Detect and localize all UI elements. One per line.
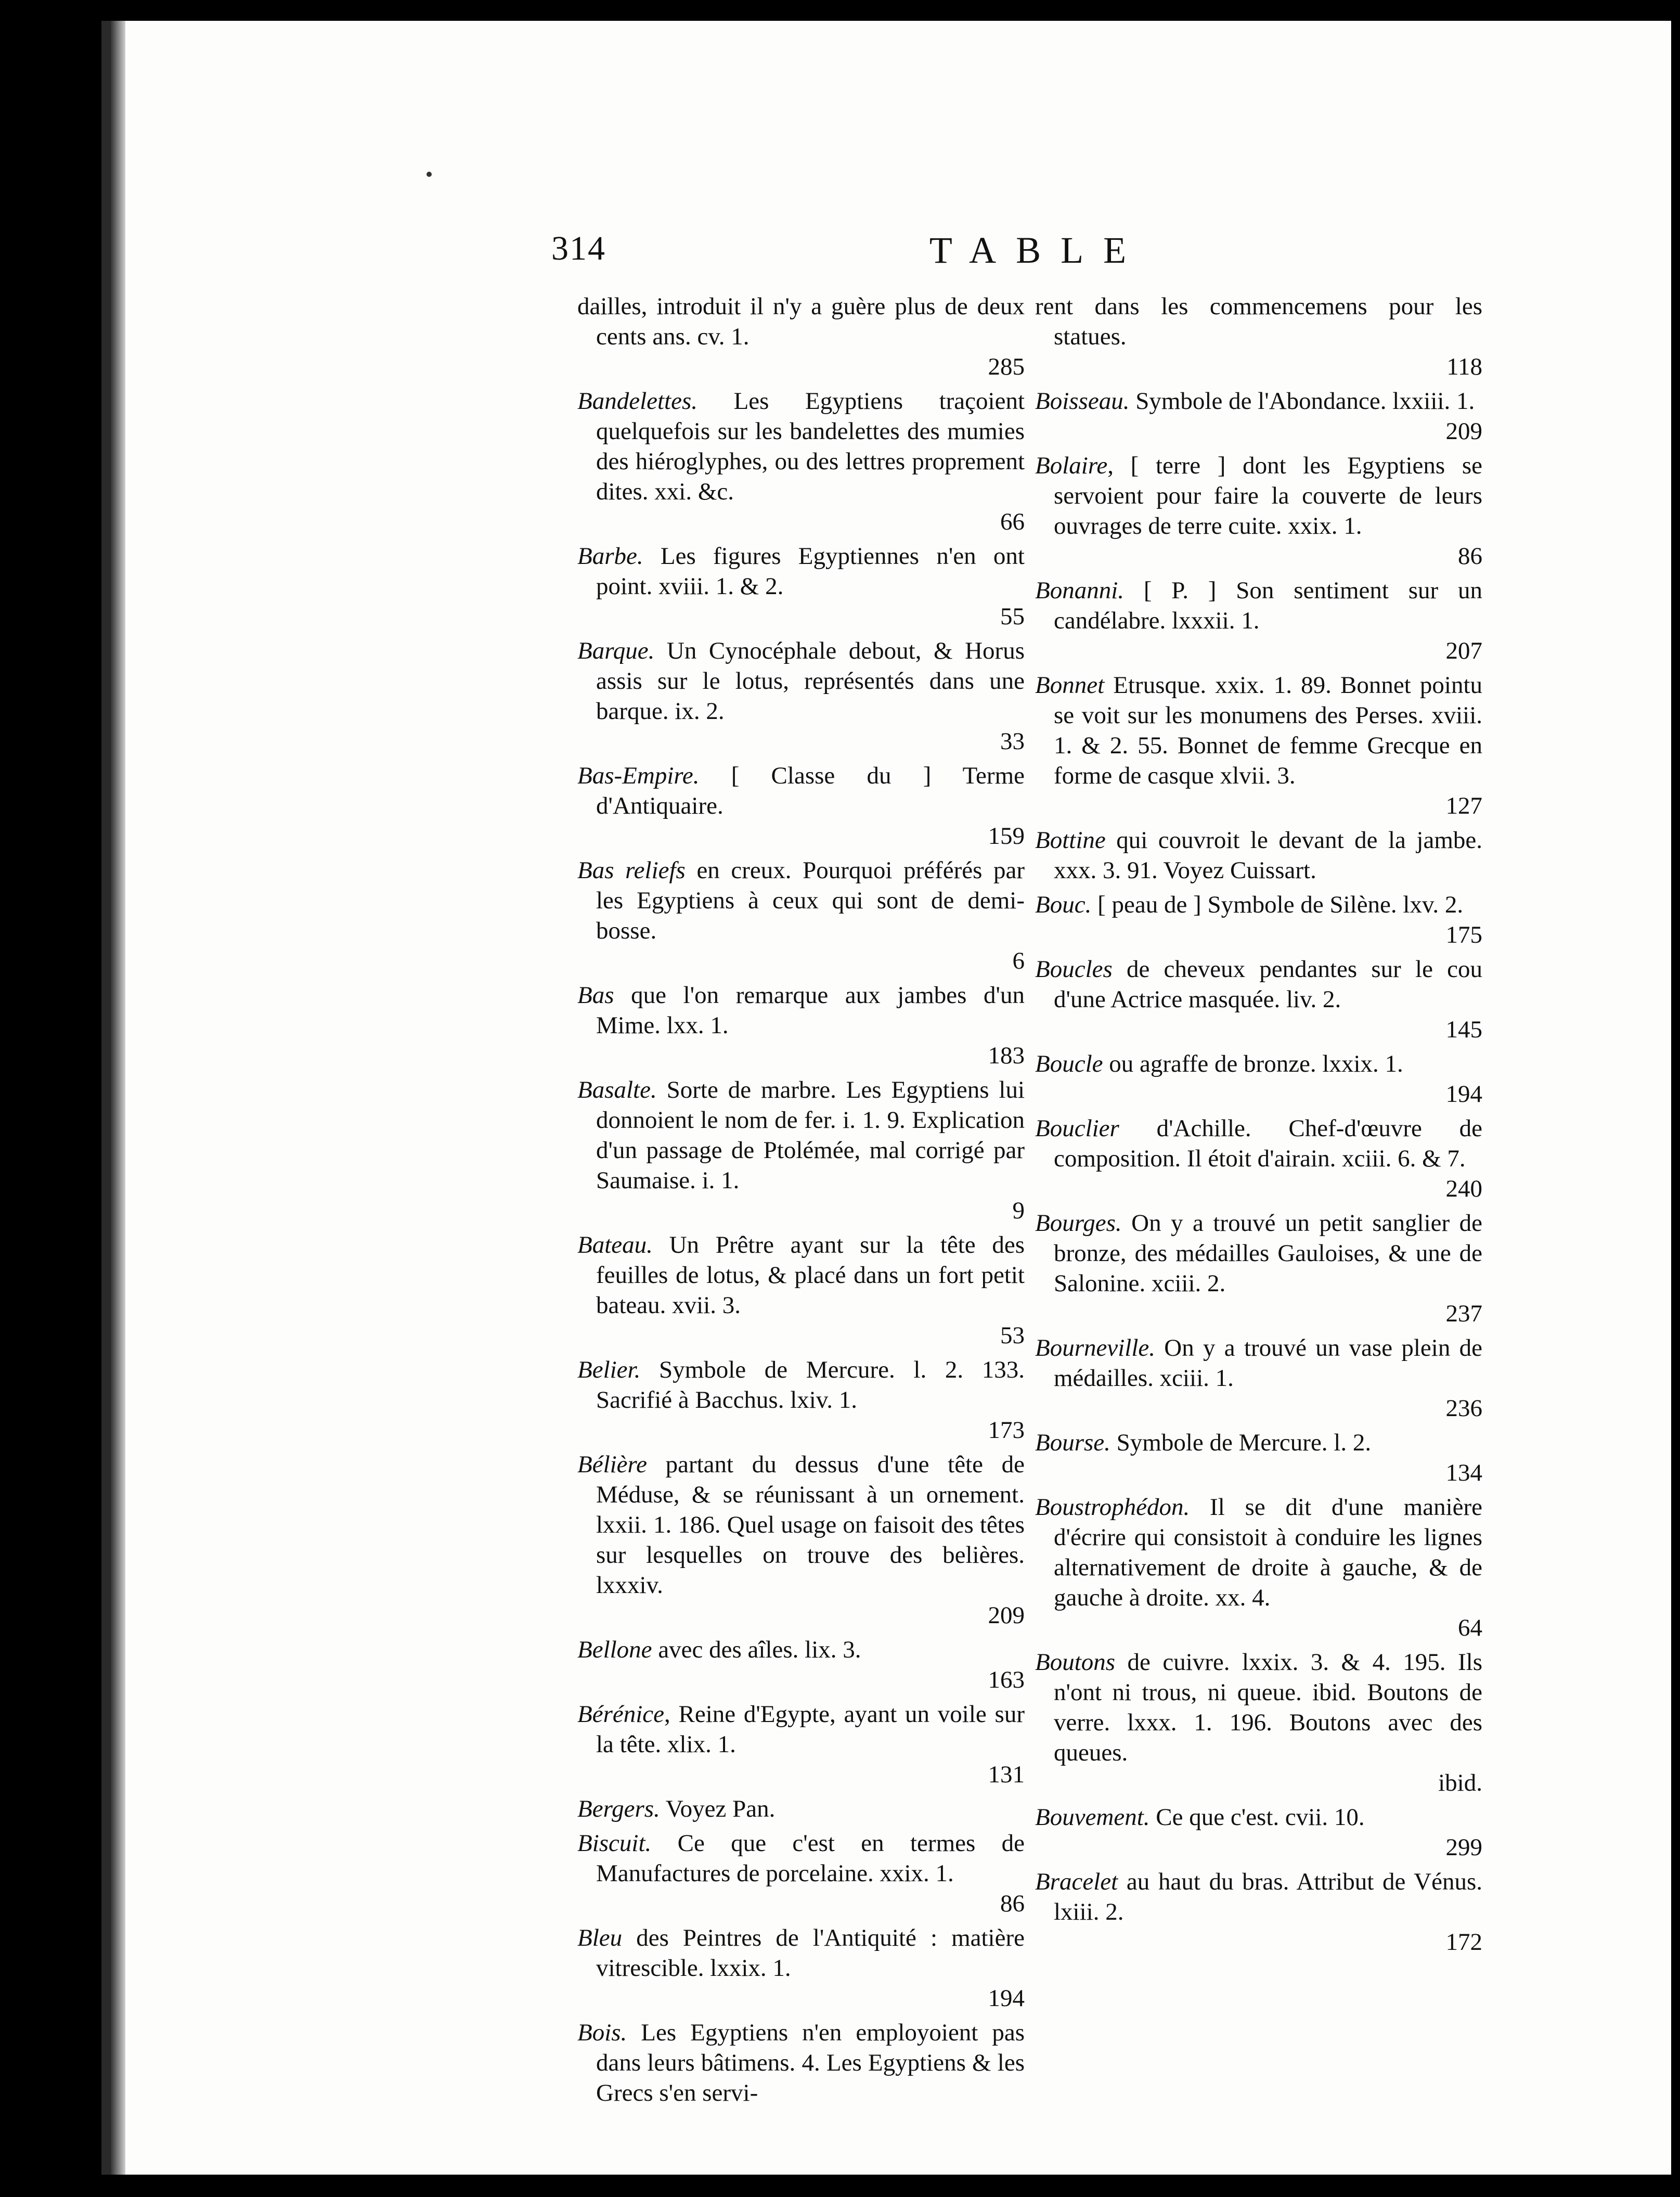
index-entry bbox=[577, 386, 1025, 537]
entry-headword: Bouclier bbox=[1035, 1115, 1119, 1142]
entry-page-reference: 173 bbox=[988, 1417, 1025, 1444]
entry-headword: Bouc. bbox=[1035, 891, 1092, 918]
entry-text: Symbole de l'Abondance. lxxiii. 1. bbox=[1129, 388, 1475, 415]
index-entry bbox=[577, 1449, 1025, 1630]
page-header bbox=[551, 229, 1477, 276]
entry-page-reference: 64 bbox=[1458, 1614, 1482, 1641]
index-entry bbox=[1035, 1428, 1482, 1488]
index-entry bbox=[1035, 1492, 1482, 1643]
entry-text: Les Egyptiens traçoient quelquefois sur les bandelettes des mumies des hiéroglyphes, ou des lettres proprement dites. xxi. &c. bbox=[596, 388, 1025, 505]
entry-page-reference: 118 bbox=[1446, 353, 1482, 380]
entry-text: que l'on remarque aux jambes d'un Mime. lxx. 1. bbox=[596, 982, 1025, 1039]
index-entry bbox=[577, 1230, 1025, 1351]
entry-headword: Boucles bbox=[1035, 956, 1113, 983]
entry-page-reference: 9 bbox=[1012, 1197, 1025, 1224]
entry-headword: Boustrophédon. bbox=[1035, 1494, 1190, 1521]
entry-headword: Bourse. bbox=[1035, 1429, 1110, 1456]
entry-text: Les figures Egyptiennes n'en ont point. xviii. 1. & 2. bbox=[596, 543, 1025, 600]
entry-headword: Bleu bbox=[577, 1924, 623, 1951]
index-entry bbox=[577, 1355, 1025, 1445]
entry-headword: Boucle bbox=[1035, 1050, 1103, 1077]
entry-headword: Bottine bbox=[1035, 827, 1106, 854]
entry-headword: Bas-Empire. bbox=[577, 762, 700, 789]
entry-page-reference: 145 bbox=[1445, 1016, 1482, 1043]
entry-page-reference: 6 bbox=[1012, 947, 1025, 974]
entry-headword: Barque. bbox=[577, 637, 655, 664]
entry-text: Un Prêtre ayant sur la tête des feuilles de lotus, & placé dans un fort petit bateau. xvii. 3. bbox=[596, 1231, 1025, 1319]
entry-text: des Peintres de l'Antiquité : matière vitrescible. lxxix. 1. bbox=[596, 1924, 1025, 1982]
entry-text: rent dans les commencemens pour les statues. bbox=[1035, 293, 1482, 350]
index-entry bbox=[577, 636, 1025, 756]
entry-text: [ P. ] Son sentiment sur un candélabre. lxxxii. 1. bbox=[1054, 577, 1482, 634]
entry-text: Ce que c'est en termes de Manufactures de porcelaine. xxix. 1. bbox=[596, 1830, 1025, 1887]
entry-text: Un Cynocéphale debout, & Horus assis sur le lotus, représentés dans une barque. ix. 2. bbox=[596, 637, 1025, 725]
entry-text: Voyez Pan. bbox=[660, 1795, 776, 1822]
entry-headword: Bois. bbox=[577, 2019, 627, 2046]
index-entry bbox=[577, 980, 1025, 1071]
entry-text: [ peau de ] Symbole de Silène. lxv. 2. bbox=[1091, 891, 1464, 918]
entry-page-reference: 237 bbox=[1445, 1300, 1482, 1327]
entry-text: Il se dit d'une manière d'écrire qui consistoit à conduire les lignes alternativement de droite à gauche, & de gauche à droite. xx. 4. bbox=[1054, 1494, 1482, 1611]
entry-headword: Bracelet bbox=[1035, 1868, 1118, 1895]
entry-page-reference: 134 bbox=[1445, 1459, 1482, 1486]
entry-text: Etrusque. xxix. 1. 89. Bonnet pointu se voit sur les monumens des Perses. xviii. 1. & 2. 55. Bonnet de femme Grecque en forme de casque xlvii. 3. bbox=[1054, 672, 1482, 789]
entry-page-reference: 299 bbox=[1445, 1834, 1482, 1861]
entry-page-reference: 183 bbox=[988, 1042, 1025, 1069]
entry-page-reference: 55 bbox=[1000, 603, 1025, 630]
entry-page-reference: 207 bbox=[1445, 637, 1482, 664]
entry-text: On y a trouvé un petit sanglier de bronze, des médailles Gauloises, & une de Salonine. xciii. 2. bbox=[1054, 1210, 1482, 1297]
entry-page-reference: 194 bbox=[1445, 1081, 1482, 1108]
index-entry bbox=[1035, 670, 1482, 821]
entry-page-reference: 209 bbox=[1445, 418, 1482, 445]
entry-headword: Bourges. bbox=[1035, 1210, 1122, 1237]
entry-headword: Boisseau. bbox=[1035, 388, 1130, 415]
entry-headword: Basalte. bbox=[577, 1076, 657, 1103]
index-entry bbox=[1035, 1333, 1482, 1423]
index-column-right bbox=[1035, 291, 1482, 1961]
index-entry bbox=[577, 761, 1025, 851]
entry-page-reference: 285 bbox=[988, 353, 1025, 380]
index-entry bbox=[577, 1923, 1025, 2013]
entry-text: de cuivre. lxxix. 3. & 4. 195. Ils n'ont ni trous, ni queue. ibid. Boutons de verre. lxxx. 1. 196. Boutons avec des queues. bbox=[1054, 1649, 1482, 1766]
entry-headword: Boutons bbox=[1035, 1649, 1116, 1676]
index-entry bbox=[1035, 1208, 1482, 1329]
entry-headword: Bérénice bbox=[577, 1701, 665, 1728]
index-entry bbox=[577, 1075, 1025, 1226]
index-entry bbox=[1035, 1113, 1482, 1204]
entry-text: , Reine d'Egypte, ayant un voile sur la tête. xlix. 1. bbox=[596, 1701, 1025, 1758]
entry-text: avec des aîles. lix. 3. bbox=[652, 1636, 861, 1663]
entry-text: d'Achille. Chef-d'œuvre de composition. Il étoit d'airain. xciii. 6. & 7. bbox=[1054, 1115, 1482, 1172]
entry-page-reference: 53 bbox=[1000, 1322, 1025, 1349]
entry-headword: Bélière bbox=[577, 1451, 647, 1478]
entry-text: partant du dessus d'une tête de Méduse, & se réunissant à un ornement. lxxii. 1. 186. Quel usage on faisoit des têtes sur lesquelles on trouve des belières. lxxxiv. bbox=[596, 1451, 1025, 1599]
index-entry bbox=[1035, 1802, 1482, 1862]
index-entry bbox=[1035, 291, 1482, 382]
entry-headword: Bonnet bbox=[1035, 672, 1105, 699]
entry-headword: Bandelettes. bbox=[577, 388, 698, 415]
index-entry bbox=[1035, 1647, 1482, 1798]
entry-text: Ce que c'est. cvii. 10. bbox=[1149, 1804, 1365, 1831]
index-entry bbox=[1035, 451, 1482, 571]
page-number: 314 bbox=[551, 229, 606, 267]
entry-text: On y a trouvé un vase plein de médailles. xciii. 1. bbox=[1054, 1334, 1482, 1392]
entry-headword: Bas reliefs bbox=[577, 857, 686, 884]
entry-headword: Bolaire bbox=[1035, 452, 1108, 479]
entry-headword: Belier. bbox=[577, 1356, 641, 1383]
entry-headword: Bas bbox=[577, 982, 614, 1009]
index-entry bbox=[1035, 1867, 1482, 1957]
entry-page-reference: 209 bbox=[988, 1602, 1025, 1629]
index-entry bbox=[577, 541, 1025, 632]
index-entry bbox=[1035, 954, 1482, 1045]
index-entry bbox=[577, 855, 1025, 976]
spine-shadow bbox=[111, 21, 125, 2175]
index-entry bbox=[577, 2018, 1025, 2108]
entry-headword: Bergers. bbox=[577, 1795, 660, 1822]
index-entry bbox=[1035, 386, 1482, 446]
entry-headword: Bourneville. bbox=[1035, 1334, 1156, 1361]
entry-page-reference: ibid. bbox=[1438, 1769, 1482, 1796]
entry-page-reference: 33 bbox=[1000, 728, 1025, 755]
entry-text: de cheveux pendantes sur le cou d'une Actrice masquée. liv. 2. bbox=[1054, 956, 1482, 1013]
entry-page-reference: 86 bbox=[1000, 1890, 1025, 1917]
index-entry bbox=[577, 1828, 1025, 1919]
index-entry bbox=[1035, 825, 1482, 885]
index-entry bbox=[1035, 890, 1482, 950]
entry-text: Les Egyptiens n'en employoient pas dans leurs bâtimens. 4. Les Egyptiens & les Grecs s'en servi- bbox=[596, 2019, 1025, 2106]
index-entry bbox=[577, 1794, 1025, 1824]
entry-page-reference: 131 bbox=[988, 1761, 1025, 1788]
entry-page-reference: 236 bbox=[1445, 1395, 1482, 1422]
entry-page-reference: 172 bbox=[1445, 1929, 1482, 1956]
entry-page-reference: 66 bbox=[1000, 508, 1025, 535]
entry-page-reference: 240 bbox=[1445, 1175, 1482, 1202]
index-entry bbox=[577, 1635, 1025, 1695]
ink-speck bbox=[427, 172, 432, 177]
running-title: TABLE bbox=[929, 229, 1146, 271]
entry-text: au haut du bras. Attribut de Vénus. lxiii. 2. bbox=[1054, 1868, 1482, 1925]
entry-text: [ Classe du ] Terme d'Antiquaire. bbox=[596, 762, 1025, 819]
entry-headword: Bateau. bbox=[577, 1231, 653, 1258]
index-entry bbox=[577, 291, 1025, 382]
entry-text: Symbole de Mercure. l. 2. 133. Sacrifié à Bacchus. lxiv. 1. bbox=[596, 1356, 1025, 1414]
index-entry bbox=[577, 1699, 1025, 1790]
entry-text: ou agraffe de bronze. lxxix. 1. bbox=[1103, 1050, 1403, 1077]
entry-text: dailles, introduit il n'y a guère plus de deux cents ans. cv. 1. bbox=[577, 293, 1025, 350]
entry-text: Sorte de marbre. Les Egyptiens lui donnoient le nom de fer. i. 1. 9. Explication d'un passage de Ptolémée, mal corrigé par Saumaise. i. 1. bbox=[596, 1076, 1025, 1194]
entry-page-reference: 163 bbox=[988, 1666, 1025, 1693]
entry-page-reference: 194 bbox=[988, 1985, 1025, 2012]
entry-text: , [ terre ] dont les Egyptiens se servoient pour faire la couverte de leurs ouvrages de terre cuite. xxix. 1. bbox=[1054, 452, 1482, 539]
entry-page-reference: 127 bbox=[1445, 792, 1482, 819]
entry-page-reference: 86 bbox=[1458, 543, 1482, 570]
index-entry bbox=[1035, 575, 1482, 666]
entry-text: qui couvroit le devant de la jambe. xxx. 3. 91. Voyez Cuissart. bbox=[1054, 827, 1482, 884]
entry-text: Symbole de Mercure. l. 2. bbox=[1110, 1429, 1372, 1456]
entry-page-reference: 159 bbox=[988, 823, 1025, 850]
entry-text: en creux. Pourquoi préférés par les Egyptiens à ceux qui sont de demi-bosse. bbox=[596, 857, 1025, 944]
entry-headword: Barbe. bbox=[577, 543, 643, 570]
entry-page-reference: 175 bbox=[1445, 921, 1482, 948]
entry-headword: Bellone bbox=[577, 1636, 652, 1663]
entry-headword: Bouvement. bbox=[1035, 1804, 1150, 1831]
index-entry bbox=[1035, 1049, 1482, 1109]
entry-headword: Biscuit. bbox=[577, 1830, 652, 1857]
index-column-left bbox=[577, 291, 1025, 2112]
entry-headword: Bonanni. bbox=[1035, 577, 1125, 604]
